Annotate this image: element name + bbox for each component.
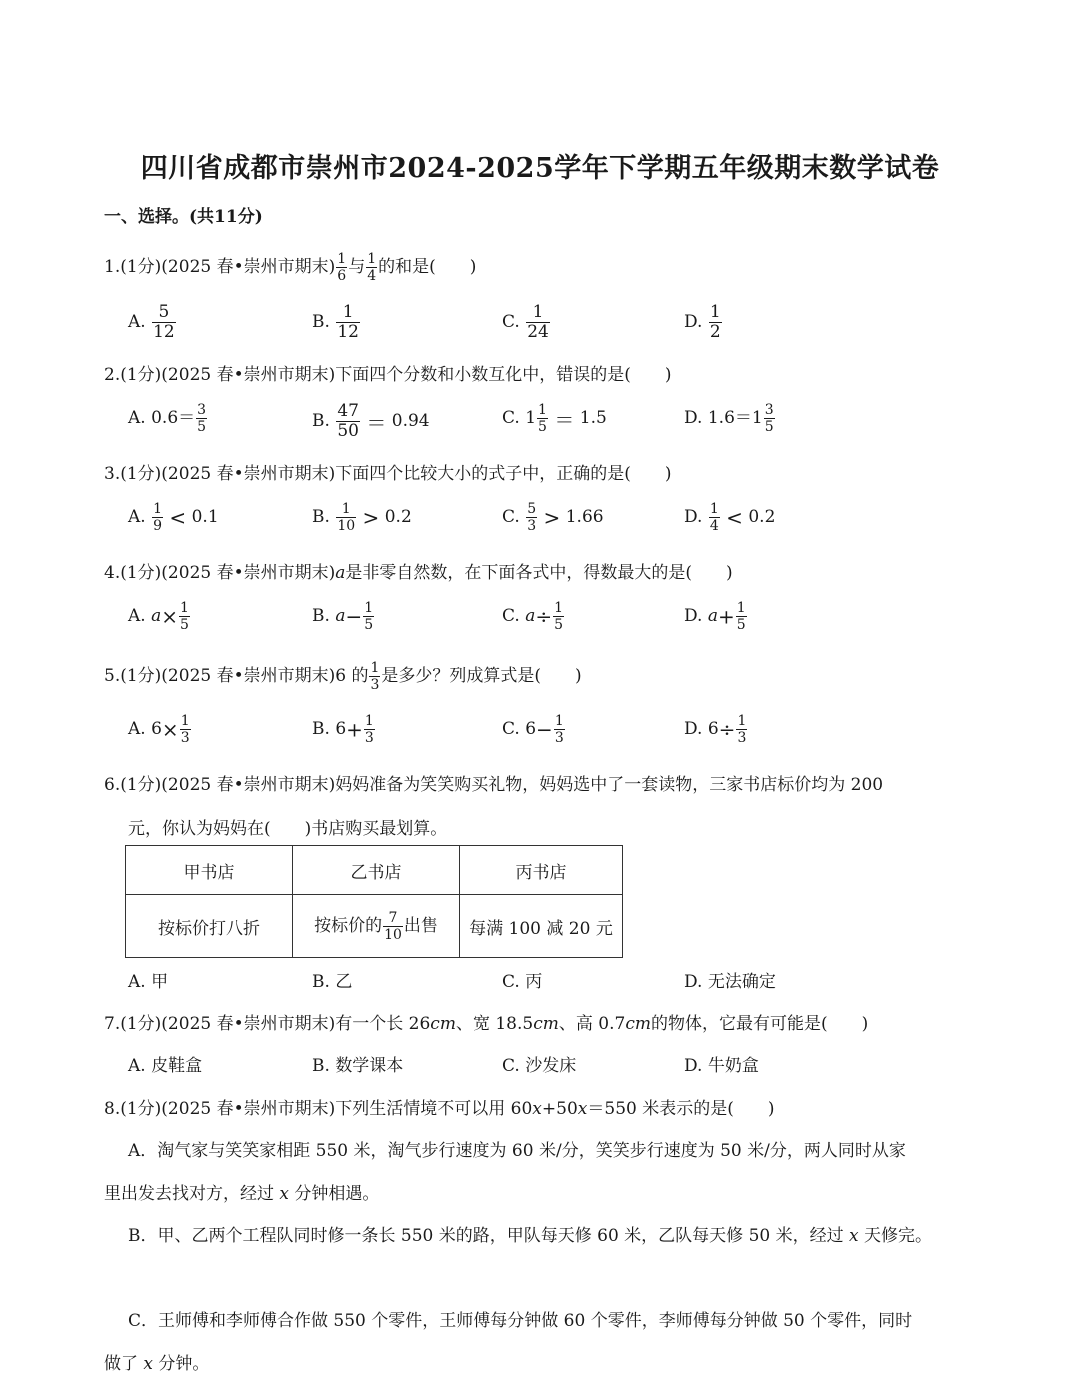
table-header: 丙书店	[460, 846, 623, 895]
q6-option-d[interactable]: D. 无法确定	[684, 972, 776, 992]
q2-option-a[interactable]: A. 0.6＝ $\frac{3}{5}$	[128, 402, 207, 435]
question-1: 1.(1分)(2025 春•崇州市期末) $\frac{1}{6}$ 与 $\frac{1}{4}$ 的和是( )	[104, 251, 477, 284]
q3-option-b[interactable]: B. $\frac{1}{10}$ > 0.2	[312, 501, 412, 534]
table-header: 甲书店	[126, 846, 293, 895]
q7-option-a[interactable]: A. 皮鞋盒	[128, 1056, 203, 1076]
q2-option-b[interactable]: B. $\frac{47}{50}$ ＝ 0.94	[312, 401, 430, 441]
question-6-line2: 元，你认为妈妈在( )书店购买最划算。	[128, 819, 448, 839]
q2-option-c[interactable]: C. 1 $\frac{1}{5}$ ＝ 1.5	[502, 402, 607, 435]
question-8: 8.(1分)(2025 春•崇州市期末)下列生活情境不可以用 60x+50x＝550 米表示的是( )	[104, 1099, 775, 1119]
page-title: 四川省成都市崇州市2024-2025学年下学期五年级期末数学试卷	[140, 153, 940, 184]
q8-option-a-line1[interactable]: A．淘气家与笑笑家相距 550 米，淘气步行速度为 60 米/分，笑笑步行速度为 50 米/分，两人同时从家	[128, 1141, 906, 1161]
q2-option-d[interactable]: D. 1.6＝1 $\frac{3}{5}$	[684, 402, 774, 435]
table-cell: 按标价打八折	[126, 895, 293, 958]
table-header: 乙书店	[293, 846, 460, 895]
q7-option-d[interactable]: D. 牛奶盒	[684, 1056, 759, 1076]
q5-option-d[interactable]: D. 6÷ $\frac{1}{3}$	[684, 713, 747, 746]
question-6-line1: 6.(1分)(2025 春•崇州市期末)妈妈准备为笑笑购买礼物，妈妈选中了一套读物，三家书店标价均为 200	[104, 775, 884, 795]
q3-option-a[interactable]: A. $\frac{1}{9}$ < 0.1	[128, 501, 219, 534]
q6-option-b[interactable]: B. 乙	[312, 972, 353, 992]
question-7: 7.(1分)(2025 春•崇州市期末)有一个长 26cm、宽 18.5cm、高 0.7cm的物体，它最有可能是( )	[104, 1014, 869, 1034]
q7-option-b[interactable]: B. 数学课本	[312, 1056, 404, 1076]
question-2: 2.(1分)(2025 春•崇州市期末)下面四个分数和小数互化中，错误的是( )	[104, 365, 672, 385]
q8-option-a-line2: 里出发去找对方，经过 x 分钟相遇。	[104, 1184, 380, 1204]
q1-option-c[interactable]: C. $\frac{1}{24}$	[502, 302, 549, 342]
question-3: 3.(1分)(2025 春•崇州市期末)下面四个比较大小的式子中，正确的是( )	[104, 464, 672, 484]
q3-option-c[interactable]: C. $\frac{5}{3}$ > 1.66	[502, 501, 604, 534]
question-4: 4.(1分)(2025 春•崇州市期末)a是非零自然数，在下面各式中，得数最大的是( )	[104, 563, 733, 583]
question-5: 5.(1分)(2025 春•崇州市期末)6 的 $\frac{1}{3}$ 是多少？列成算式是( )	[104, 660, 582, 693]
q1-option-b[interactable]: B. $\frac{1}{12}$	[312, 302, 359, 342]
q8-option-c-line2: 做了 x 分钟。	[104, 1354, 210, 1374]
table-cell: 按标价的 $\frac{7}{10}$ 出售	[293, 895, 460, 958]
q1-option-a[interactable]: A. $\frac{5}{12}$	[128, 302, 175, 342]
q7-option-c[interactable]: C. 沙发床	[502, 1056, 577, 1076]
q6-option-c[interactable]: C. 丙	[502, 972, 543, 992]
section-heading: 一、选择。(共11分)	[104, 207, 263, 227]
q3-option-d[interactable]: D. $\frac{1}{4}$ < 0.2	[684, 501, 776, 534]
q8-option-c-line1[interactable]: C．王师傅和李师傅合作做 550 个零件，王师傅每分钟做 60 个零件，李师傅每分钟做 50 个零件，同时	[128, 1311, 913, 1331]
q4-option-d[interactable]: D. a+ $\frac{1}{5}$	[684, 600, 746, 633]
q4-option-c[interactable]: C. a÷ $\frac{1}{5}$	[502, 600, 564, 633]
q5-option-a[interactable]: A. 6× $\frac{1}{3}$	[128, 713, 190, 746]
q5-option-c[interactable]: C. 6− $\frac{1}{3}$	[502, 713, 564, 746]
q4-option-a[interactable]: A. a× $\frac{1}{5}$	[128, 600, 189, 633]
q6-option-a[interactable]: A. 甲	[128, 972, 169, 992]
q5-option-b[interactable]: B. 6+ $\frac{1}{3}$	[312, 713, 374, 746]
q8-option-b[interactable]: B．甲、乙两个工程队同时修一条长 550 米的路，甲队每天修 60 米，乙队每天修 50 米，经过 x 天修完。	[128, 1226, 933, 1246]
q1-option-d[interactable]: D. $\frac{1}{2}$	[684, 302, 721, 342]
table-cell: 每满 100 减 20 元	[460, 895, 623, 958]
bookstore-table	[125, 845, 623, 958]
q4-option-b[interactable]: B. a− $\frac{1}{5}$	[312, 600, 374, 633]
